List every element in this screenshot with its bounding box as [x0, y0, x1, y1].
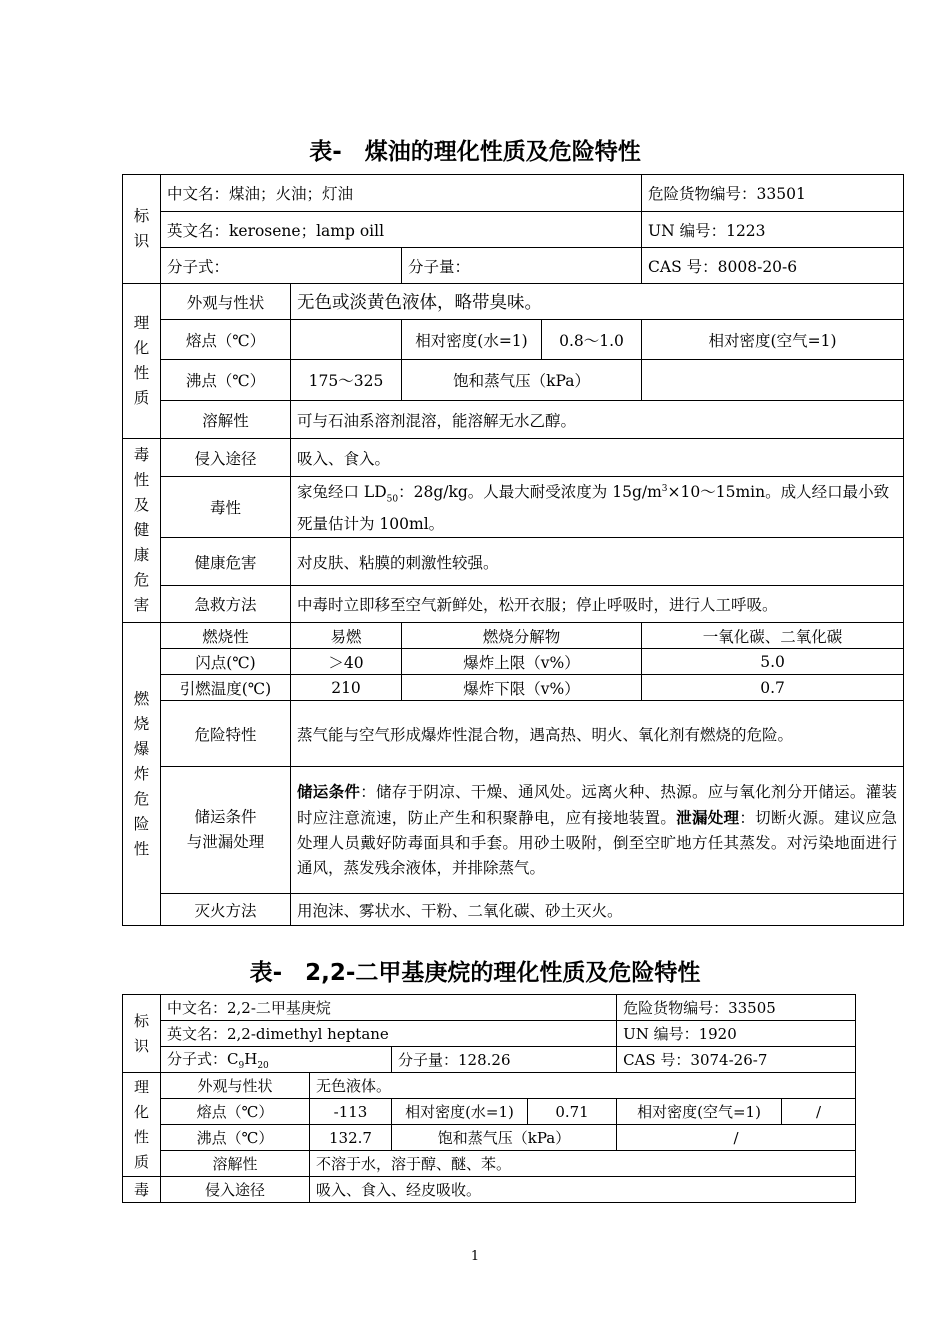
hazard-number-2: 危险货物编号：33505: [617, 995, 856, 1021]
vapor-pressure-value-2: /: [617, 1125, 856, 1151]
solubility-label: 溶解性: [161, 401, 291, 439]
appearance-label-2: 外观与性状: [161, 1073, 310, 1099]
solubility-label-2: 溶解性: [161, 1151, 310, 1177]
ignition-temp-label: 引燃温度(℃): [161, 675, 291, 701]
route-value-2: 吸入、食入、经皮吸收。: [310, 1177, 856, 1203]
cn-name-2: 中文名：2,2-二甲基庚烷: [161, 995, 617, 1021]
vapor-pressure-label-2: 饱和蒸气压（kPa）: [392, 1125, 617, 1151]
boiling-point-value: 175～325: [291, 360, 402, 401]
section-toxicity-2: 毒: [123, 1177, 161, 1203]
health-value: 对皮肤、粘膜的刺激性较强。: [291, 538, 904, 586]
density-air-value-2: /: [782, 1099, 856, 1125]
cas-number-2: CAS 号：3074-26-7: [617, 1047, 856, 1073]
decomposition-label: 燃烧分解物: [402, 623, 642, 649]
health-label: 健康危害: [161, 538, 291, 586]
formula-2: 分子式：$C_9H_{20}$: [161, 1047, 392, 1073]
vapor-pressure-value: [642, 360, 904, 401]
density-air-label: 相对密度(空气=1): [642, 320, 904, 360]
en-name: 英文名：kerosene；lamp oill: [161, 212, 642, 248]
melting-point-value-2: -113: [310, 1099, 392, 1125]
extinguish-label: 灭火方法: [161, 894, 291, 926]
melting-point-label: 熔点（℃）: [161, 320, 291, 360]
route-label-2: 侵入途径: [161, 1177, 310, 1203]
cas-number: CAS 号：8008-20-6: [642, 248, 904, 284]
upper-limit-value: 5.0: [642, 649, 904, 675]
section-toxicity: 毒性及健康危害: [123, 439, 161, 623]
section-physical-2: 理化性质: [123, 1073, 161, 1177]
kerosene-property-table: [122, 174, 904, 926]
en-name-2: 英文名：2,2-dimethyl heptane: [161, 1021, 617, 1047]
extinguish-value: 用泡沫、雾状水、干粉、二氧化碳、砂土灭火。: [291, 894, 904, 926]
molecular-weight-2: 分子量：128.26: [392, 1047, 617, 1073]
toxicity-label: 毒性: [161, 477, 291, 538]
route-label: 侵入途径: [161, 439, 291, 477]
appearance-value-2: 无色液体。: [310, 1073, 856, 1099]
ignition-temp-value: 210: [291, 675, 402, 701]
hazard-number: 危险货物编号：33501: [642, 175, 904, 212]
upper-limit-label: 爆炸上限（v%）: [402, 649, 642, 675]
appearance-value: 无色或淡黄色液体，略带臭味。: [291, 284, 904, 320]
page-number: 1: [470, 1249, 480, 1264]
flash-point-label: 闪点(℃): [161, 649, 291, 675]
storage-value: 储运条件：储存于阴凉、干燥、通风处。远离火种、热源。应与氧化剂分开储运。灌装时应注意流速，防止产生和积聚静电，应有接地装置。泄漏处理：切断火源。建议应急处理人员戴好防毒面具和手套。用砂土吸附，倒至空旷地方任其蒸发。对污染地面进行通风，蒸发残余液体，并排除蒸气。: [291, 767, 904, 894]
section-identification-2: 标识: [123, 995, 161, 1073]
flash-point-value: ＞40: [291, 649, 402, 675]
storage-label: 储运条件 与泄漏处理: [161, 767, 291, 894]
decomposition-value: 一氧化碳、二氧化碳: [642, 623, 904, 649]
table1-title: 表- 煤油的理化性质及危险特性: [309, 139, 641, 165]
un-number: UN 编号：1223: [642, 212, 904, 248]
section-fire: 燃烧爆炸危险性: [123, 623, 161, 926]
flammability-label: 燃烧性: [161, 623, 291, 649]
density-air-label-2: 相对密度(空气=1): [617, 1099, 782, 1125]
density-water-label-2: 相对密度(水=1): [392, 1099, 528, 1125]
vapor-pressure-label: 饱和蒸气压（kPa）: [402, 360, 642, 401]
dimethylheptane-property-table: [122, 994, 856, 1203]
boiling-point-label: 沸点（℃）: [161, 360, 291, 401]
appearance-label: 外观与性状: [161, 284, 291, 320]
solubility-value-2: 不溶于水，溶于醇、醚、苯。: [310, 1151, 856, 1177]
density-water-value-2: 0.71: [528, 1099, 617, 1125]
density-water-value: 0.8～1.0: [542, 320, 642, 360]
formula: 分子式：: [161, 248, 402, 284]
first-aid-value: 中毒时立即移至空气新鲜处，松开衣服；停止呼吸时，进行人工呼吸。: [291, 586, 904, 623]
lower-limit-value: 0.7: [642, 675, 904, 701]
toxicity-value: 家兔经口 $LD_{50}$：28g/kg。人最大耐受浓度为 $15g/m^3\times 10\sim 15\min$。成人经口最小致死量估计为 100ml。: [291, 477, 904, 538]
lower-limit-label: 爆炸下限（v%）: [402, 675, 642, 701]
boiling-point-value-2: 132.7: [310, 1125, 392, 1151]
density-water-label: 相对密度(水=1): [402, 320, 542, 360]
boiling-point-label-2: 沸点（℃）: [161, 1125, 310, 1151]
melting-point-label-2: 熔点（℃）: [161, 1099, 310, 1125]
first-aid-label: 急救方法: [161, 586, 291, 623]
un-number-2: UN 编号：1920: [617, 1021, 856, 1047]
solubility-value: 可与石油系溶剂混溶，能溶解无水乙醇。: [291, 401, 904, 439]
table2-title: 表- 2,2-二甲基庚烷的理化性质及危险特性: [249, 960, 701, 986]
route-value: 吸入、食入。: [291, 439, 904, 477]
danger-label: 危险特性: [161, 701, 291, 767]
molecular-weight: 分子量：: [402, 248, 642, 284]
flammability-value: 易燃: [291, 623, 402, 649]
cn-name: 中文名：煤油；火油；灯油: [161, 175, 642, 212]
melting-point-value: [291, 320, 402, 360]
danger-value: 蒸气能与空气形成爆炸性混合物，遇高热、明火、氧化剂有燃烧的危险。: [291, 701, 904, 767]
section-physical: 理化性质: [123, 284, 161, 439]
section-identification: 标识: [123, 175, 161, 284]
